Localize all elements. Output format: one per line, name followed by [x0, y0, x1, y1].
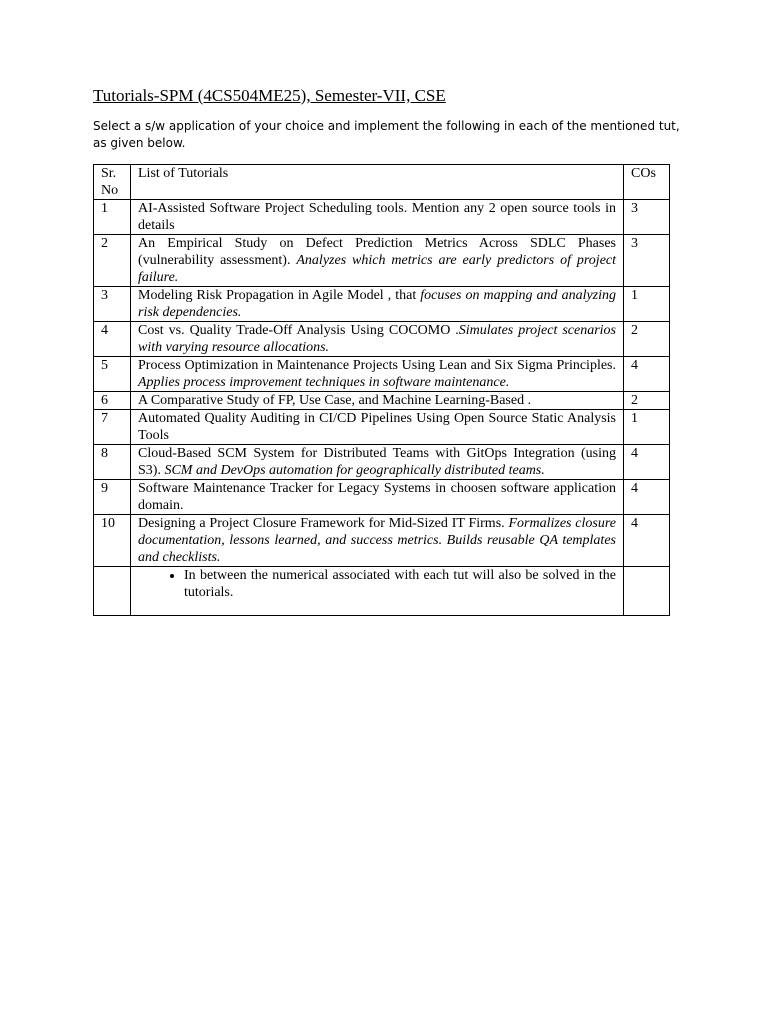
row-tutorial: [131, 200, 624, 235]
row-sr-no: 5: [94, 357, 131, 392]
tutorial-title: An Empirical Study on Defect Prediction Metrics Across SDLC Phases (vulnerability assessment).: [138, 236, 616, 268]
tutorial-title: Automated Quality Auditing in CI/CD Pipelines Using Open Source Static Analysis Tools: [138, 411, 616, 443]
row-tutorial: [131, 357, 624, 392]
row-co: 2: [624, 392, 670, 410]
table-row: [94, 322, 670, 357]
table-row: [94, 515, 670, 567]
note-list: [138, 567, 616, 601]
row-sr-no: 7: [94, 410, 131, 445]
tutorial-description: focuses on mapping and analyzing risk dependencies.: [138, 288, 617, 320]
row-co: 1: [624, 287, 670, 322]
table-row: [94, 392, 670, 410]
row-co: 3: [624, 235, 670, 287]
row-sr-no: 2: [94, 235, 131, 287]
tutorial-title: Cost vs. Quality Trade-Off Analysis Using COCOMO .: [138, 323, 459, 338]
row-co: 2: [624, 322, 670, 357]
tutorial-title: AI-Assisted Software Project Scheduling tools. Mention any 2 open source tools in details: [138, 201, 616, 233]
page-title: Tutorials-SPM (4CS504ME25), Semester-VII, CSE: [93, 86, 446, 105]
table-row: [94, 480, 670, 515]
row-tutorial: [131, 287, 624, 322]
row-sr-no: 10: [94, 515, 131, 567]
table-header-row: [94, 165, 670, 200]
row-sr-no: 3: [94, 287, 131, 322]
table-row: [94, 357, 670, 392]
row-co: 3: [624, 200, 670, 235]
row-tutorial: [131, 445, 624, 480]
row-sr-no: 6: [94, 392, 131, 410]
tutorial-title: Process Optimization in Maintenance Projects Using Lean and Six Sigma Principles.: [138, 358, 616, 373]
row-tutorial: [131, 235, 624, 287]
tutorial-title: A Comparative Study of FP, Use Case, and Machine Learning-Based .: [138, 393, 532, 408]
table-row: [94, 410, 670, 445]
row-co: 4: [624, 445, 670, 480]
intro-text: Select a s/w application of your choice and implement the following in each of the mentioned tut, as given below.: [93, 119, 680, 150]
table-row: [94, 200, 670, 235]
tutorials-table: [93, 164, 670, 616]
row-tutorial: [131, 410, 624, 445]
row-co: 1: [624, 410, 670, 445]
tutorial-title: Modeling Risk Propagation in Agile Model , that: [138, 288, 421, 303]
tutorial-title: Designing a Project Closure Framework for Mid-Sized IT Firms.: [138, 516, 509, 531]
tutorial-description: Formalizes closure documentation, lessons learned, and success metrics. Builds reusable QA templates and checklists.: [138, 516, 617, 565]
tutorial-description: Applies process improvement techniques in software maintenance.: [138, 375, 510, 390]
tutorial-description: SCM and DevOps automation for geographically distributed teams.: [164, 463, 545, 478]
row-sr-no: 4: [94, 322, 131, 357]
row-tutorial: [131, 515, 624, 567]
table-row: [94, 235, 670, 287]
row-tutorial: [131, 392, 624, 410]
tutorial-title: Cloud-Based SCM System for Distributed Teams with GitOps Integration (using S3).: [138, 446, 616, 478]
table-row: [94, 287, 670, 322]
note-row: [94, 567, 670, 616]
row-sr-no: 9: [94, 480, 131, 515]
note-empty-cell: [94, 567, 131, 616]
row-co: 4: [624, 480, 670, 515]
row-sr-no: 8: [94, 445, 131, 480]
row-tutorial: [131, 322, 624, 357]
header-cos: COs: [624, 165, 670, 200]
tutorial-description: Simulates project scenarios with varying resource allocations.: [138, 323, 616, 355]
note-cell: [131, 567, 624, 616]
header-list-of-tutorials: List of Tutorials: [131, 165, 624, 200]
header-sr-no: Sr. No: [94, 165, 131, 200]
note-empty-cell: [624, 567, 670, 616]
row-tutorial: [131, 480, 624, 515]
tutorial-title: Software Maintenance Tracker for Legacy Systems in choosen software application domain.: [138, 481, 616, 513]
row-co: 4: [624, 357, 670, 392]
note-bullet: • In between the numerical associated with each tut will also be solved in the tutorials.: [184, 567, 616, 601]
tutorial-description: Analyzes which metrics are early predictors of project failure.: [138, 253, 617, 285]
row-sr-no: 1: [94, 200, 131, 235]
table-row: [94, 445, 670, 480]
row-co: 4: [624, 515, 670, 567]
